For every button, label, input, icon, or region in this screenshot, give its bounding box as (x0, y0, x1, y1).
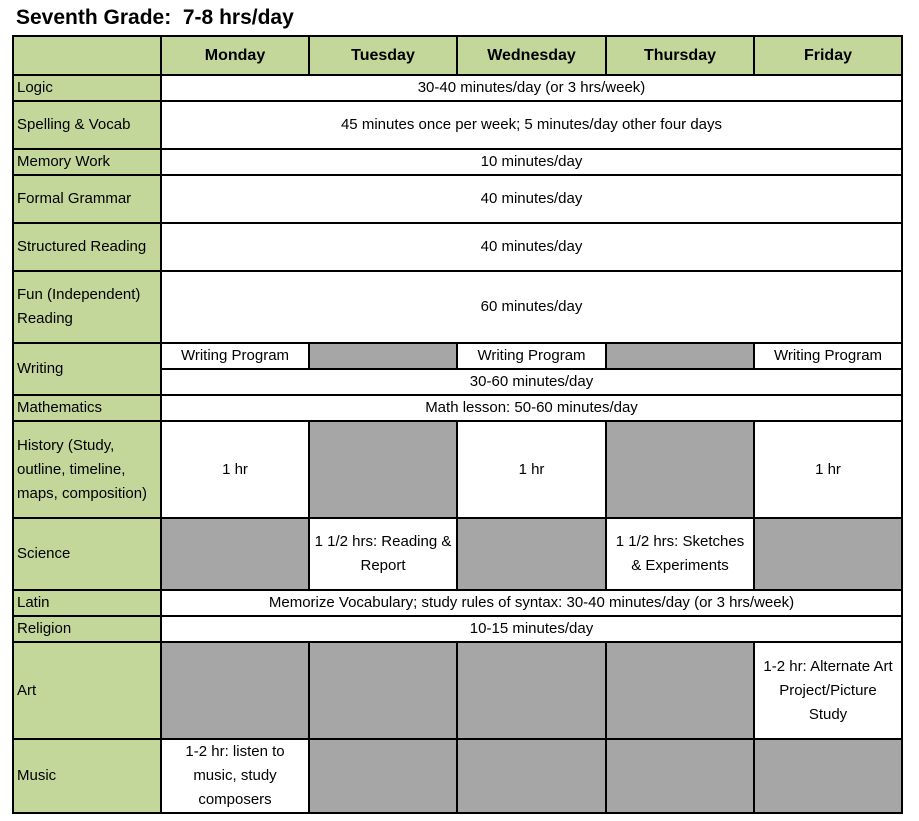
subject-fun-reading: Fun (Independent) Reading (13, 271, 161, 343)
cell-music-thursday (606, 739, 754, 813)
cell-music-friday (754, 739, 902, 813)
cell-science-tuesday: 1 1/2 hrs: Reading & Report (309, 518, 457, 590)
cell-science-wednesday (457, 518, 606, 590)
cell-history-friday: 1 hr (754, 421, 902, 518)
cell-memory: 10 minutes/day (161, 149, 902, 175)
subject-grammar: Formal Grammar (13, 175, 161, 223)
cell-spelling: 45 minutes once per week; 5 minutes/day other four days (161, 101, 902, 149)
cell-latin: Memorize Vocabulary; study rules of syntax: 30-40 minutes/day (or 3 hrs/week) (161, 590, 902, 616)
cell-music-wednesday (457, 739, 606, 813)
cell-writing-tuesday (309, 343, 457, 369)
row-music (13, 739, 902, 813)
row-art (13, 642, 902, 739)
cell-art-tuesday (309, 642, 457, 739)
cell-religion: 10-15 minutes/day (161, 616, 902, 642)
cell-science-monday (161, 518, 309, 590)
cell-math: Math lesson: 50-60 minutes/day (161, 395, 902, 421)
subject-writing: Writing (13, 343, 161, 395)
cell-writing-monday: Writing Program (161, 343, 309, 369)
row-memory (13, 149, 902, 175)
cell-fun-reading: 60 minutes/day (161, 271, 902, 343)
subject-latin: Latin (13, 590, 161, 616)
subject-math: Mathematics (13, 395, 161, 421)
row-history (13, 421, 902, 518)
row-logic (13, 75, 902, 101)
subject-spelling: Spelling & Vocab (13, 101, 161, 149)
row-structured-reading (13, 223, 902, 271)
row-grammar (13, 175, 902, 223)
cell-art-thursday (606, 642, 754, 739)
cell-history-tuesday (309, 421, 457, 518)
page-title: Seventh Grade: 7-8 hrs/day (16, 6, 294, 29)
cell-music-tuesday (309, 739, 457, 813)
subject-music: Music (13, 739, 161, 813)
day-friday: Friday (754, 36, 902, 75)
corner-cell (13, 36, 161, 75)
schedule-table (12, 35, 903, 814)
cell-history-thursday (606, 421, 754, 518)
cell-logic: 30-40 minutes/day (or 3 hrs/week) (161, 75, 902, 101)
row-fun-reading (13, 271, 902, 343)
subject-structured-reading: Structured Reading (13, 223, 161, 271)
cell-science-thursday: 1 1/2 hrs: Sketches & Experiments (606, 518, 754, 590)
cell-art-monday (161, 642, 309, 739)
cell-history-wednesday: 1 hr (457, 421, 606, 518)
cell-art-wednesday (457, 642, 606, 739)
subject-logic: Logic (13, 75, 161, 101)
header-row (13, 36, 902, 75)
subject-art: Art (13, 642, 161, 739)
cell-writing-thursday (606, 343, 754, 369)
row-latin (13, 590, 902, 616)
row-science (13, 518, 902, 590)
day-thursday: Thursday (606, 36, 754, 75)
day-monday: Monday (161, 36, 309, 75)
cell-writing-time: 30-60 minutes/day (161, 369, 902, 395)
cell-art-friday: 1-2 hr: Alternate Art Project/Picture Study (754, 642, 902, 739)
subject-religion: Religion (13, 616, 161, 642)
row-writing (13, 343, 902, 369)
day-wednesday: Wednesday (457, 36, 606, 75)
day-tuesday: Tuesday (309, 36, 457, 75)
cell-structured-reading: 40 minutes/day (161, 223, 902, 271)
subject-history: History (Study, outline, timeline, maps, composition) (13, 421, 161, 518)
cell-history-monday: 1 hr (161, 421, 309, 518)
row-spelling (13, 101, 902, 149)
row-religion (13, 616, 902, 642)
cell-science-friday (754, 518, 902, 590)
cell-music-monday: 1-2 hr: listen to music, study composers (161, 739, 309, 813)
subject-memory: Memory Work (13, 149, 161, 175)
row-math (13, 395, 902, 421)
cell-grammar: 40 minutes/day (161, 175, 902, 223)
cell-writing-friday: Writing Program (754, 343, 902, 369)
cell-writing-wednesday: Writing Program (457, 343, 606, 369)
subject-science: Science (13, 518, 161, 590)
